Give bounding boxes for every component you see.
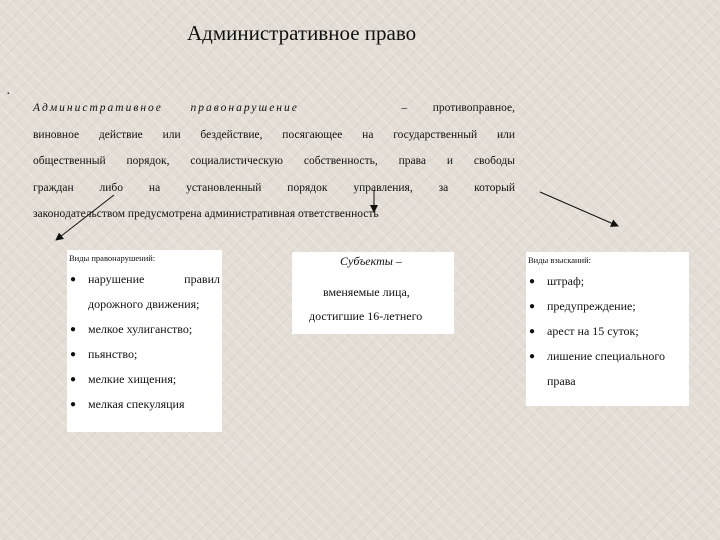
slide-title: Административное право (187, 21, 417, 45)
penalty-types-box (526, 252, 689, 406)
subjects-dash: – (395, 254, 402, 268)
bullet-icon: ● (70, 349, 77, 360)
subjects-title (340, 254, 402, 269)
list-item-text: предупреждение; (547, 299, 636, 313)
list-item (526, 344, 689, 394)
list-item (67, 367, 222, 392)
list-item-text: лишение специального (547, 349, 666, 363)
bullet-icon: ● (529, 351, 536, 362)
definition-line-4: граждан либо на установленный порядок управления, за который (33, 181, 515, 194)
definition-line-1-rest: – противоправное, (401, 102, 515, 114)
definition-term: Административное правонарушение (33, 102, 299, 114)
list-item-text: пьянство; (88, 347, 138, 361)
list-item-continuation: права (547, 374, 576, 388)
list-item (67, 267, 222, 317)
list-item-text: мелкая спекуляция (88, 397, 185, 411)
bullet-icon: ● (70, 274, 77, 285)
arrow-right (540, 192, 618, 226)
definition-line-3: общественный порядок, социалистическую собственность, права и свободы (33, 155, 515, 167)
list-item (67, 317, 222, 342)
subjects-line-2: достигшие 16-летнего (309, 309, 423, 323)
list-item-text: мелкое хулиганство; (88, 322, 193, 336)
list-item-text: нарушение (88, 272, 145, 286)
list-item (67, 392, 222, 417)
list-item-text: правил (184, 272, 220, 286)
list-item (526, 269, 689, 294)
subjects-box (292, 252, 454, 334)
list-item-text: штраф; (547, 274, 585, 288)
list-item-text: мелкие хищения; (88, 372, 177, 386)
list-item (526, 319, 689, 344)
bullet-icon: ● (70, 374, 77, 385)
bullet-icon: ● (70, 324, 77, 335)
stray-dot: · (6, 87, 11, 102)
subjects-line-1: вменяемые лица, (323, 285, 410, 299)
bullet-icon: ● (529, 301, 536, 312)
bullet-icon: ● (529, 276, 536, 287)
violation-types-heading: Виды правонарушений: (69, 253, 156, 263)
violation-types-list (67, 267, 222, 417)
arrow-left (56, 195, 114, 240)
definition-line-5: законодательством предусмотрена административная ответственность (33, 208, 379, 220)
subjects-title-text: Субъекты (340, 254, 393, 268)
list-item-continuation: дорожного движения; (88, 297, 200, 311)
list-item (67, 342, 222, 367)
list-item (526, 294, 689, 319)
list-item-text: арест на 15 суток; (547, 324, 639, 338)
bullet-icon: ● (529, 326, 536, 337)
violation-types-box (67, 250, 222, 432)
penalty-types-heading: Виды взысканий: (528, 255, 592, 265)
penalty-types-list (526, 269, 689, 394)
definition-line-2: виновное действие или бездействие, посягающее на государственный или (33, 128, 515, 141)
bullet-icon: ● (70, 399, 77, 410)
